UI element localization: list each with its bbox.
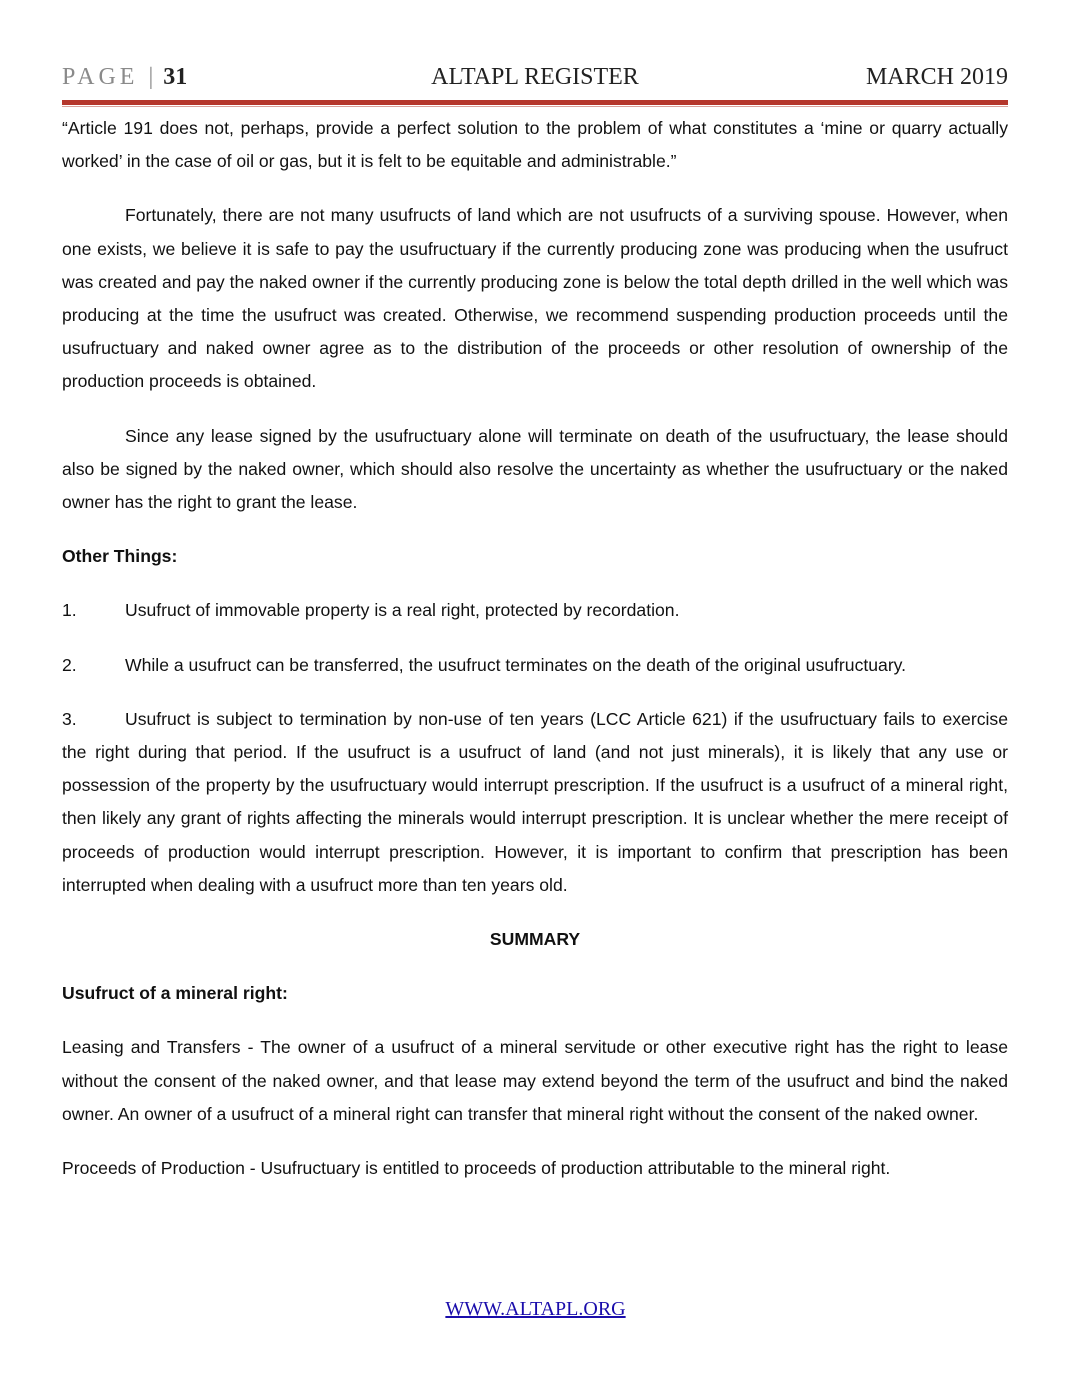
- other-things-heading: Other Things:: [62, 546, 178, 567]
- page-number: 31: [163, 64, 188, 90]
- article-body: [62, 112, 1008, 1206]
- list-item: [62, 594, 1008, 627]
- paragraph-usufructs-of-land: Fortunately, there are not many usufructs of land which are not usufructs of a surviving spouse. However, when one exists, we believe it is safe to pay the usufructuary if the currently producing zone was producing when the usufruct was created and pay the naked owner if the currently producing zone is below the total depth drilled in the well which was producing at the time the usufruct was created. Otherwise, we recommend suspending production proceeds until the usufructuary and naked owner agree as to the distribution of the proceeds or other resolution of ownership of the production proceeds is obtained.: [62, 205, 1008, 392]
- publication-title: ALTAPL REGISTER: [431, 64, 639, 90]
- page-header: [62, 62, 1008, 98]
- list-item: [62, 649, 1008, 682]
- proceeds-paragraph: Proceeds of Production - Usufructuary is entitled to proceeds of production attributable to the mineral right.: [62, 1158, 891, 1179]
- list-item-text: While a usufruct can be transferred, the usufruct terminates on the death of the original usufructuary.: [125, 654, 907, 675]
- issue-date: MARCH 2019: [865, 64, 1008, 90]
- list-item-text: Usufruct is subject to termination by non-use of ten years (LCC Article 621) if the usufructuary fails to exercise the right during that period. If the usufruct is a usufruct of land (and not just minerals), it is likely that any use or possession of the property by the usufructuary would interrupt prescription. If the usufruct is a usufruct of a mineral right, then likely any grant of rights affecting the minerals would interrupt prescription. It is unclear whether the mere receipt of proceeds of production would interrupt prescription. However, it is important to confirm that prescription has been interrupted when dealing with a usufruct more than ten years old.: [62, 708, 1008, 895]
- header-rule-shadow: [62, 106, 1008, 107]
- summary-heading: SUMMARY: [489, 929, 581, 950]
- quote-paragraph: “Article 191 does not, perhaps, provide a perfect solution to the problem of what constitutes a ‘mine or quarry actually worked’ in the case of oil or gas, but it is felt to be equitable and administrable.”: [62, 118, 1008, 172]
- list-item-number: 3.: [62, 708, 77, 729]
- header-rule: [62, 100, 1008, 105]
- page-footer: [0, 1298, 1071, 1321]
- mineral-right-heading: Usufruct of a mineral right:: [62, 983, 288, 1004]
- page-label-pipe: |: [148, 64, 154, 90]
- list-item: [62, 703, 1008, 902]
- leasing-transfers-paragraph: Leasing and Transfers - The owner of a usufruct of a mineral servitude or other executive right has the right to lease without the consent of the naked owner, and that lease may extend beyond the term of the usufruct and bind the naked owner. An owner of a usufruct of a mineral right can transfer that mineral right without the consent of the naked owner.: [62, 1037, 1008, 1124]
- page-label-text: PAGE: [62, 64, 139, 90]
- list-item-number: 1.: [62, 600, 77, 621]
- list-item-number: 2.: [62, 654, 77, 675]
- list-item-text: Usufruct of immovable property is a real right, protected by recordation.: [125, 600, 680, 621]
- paragraph-lease-signing: Since any lease signed by the usufructuary alone will terminate on death of the usufructuary, the lease should also be signed by the naked owner, which should also resolve the uncertainty as whether the usufructuary or the naked owner has the right to grant the lease.: [62, 425, 1008, 513]
- website-link[interactable]: WWW.ALTAPL.ORG: [445, 1298, 626, 1320]
